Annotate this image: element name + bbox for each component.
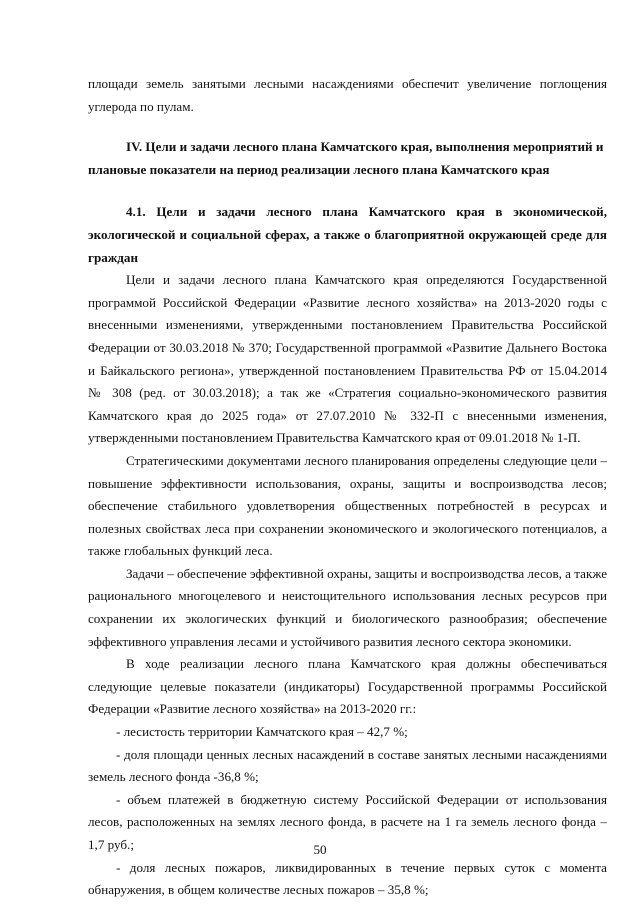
indicator-item-fires-extinguished: - доля лесных пожаров, ликвидированных в течение первых суток с момента обнаружения, в общем количестве лесных пожаров – 35,8 %; [88,859,607,898]
body-paragraph-tasks: Задачи – обеспечение эффективной охраны, защиты и воспроизводства лесов, а также рационального многоцелевого и неистощительного использования лесных ресурсов при сохранении их экологических функций и биологического разнообразия; обеспечение эффективного управления лесами и устойчивого развития лесного сектора экономики. [88,565,607,649]
indicator-item-budget-payments: - объем платежей в бюджетную систему Российской Федерации от использования лесов, расположенных на землях лесного фонда, в расчете на 1 га земель лесного фонда – 1,7 руб.; [88,791,607,852]
indicator-item-forest-cover: - лесистость территории Камчатского края – 42,7 %; [116,724,408,740]
lead-paragraph: площади земель занятыми лесными насаждениями обеспечит увеличение поглощения углерода по пулам. [88,76,607,114]
subsection-heading: 4.1. Цели и задачи лесного плана Камчатского края в экономической, экологической и социальной сферах, а также о благоприятной окружающей среде для граждан [88,204,607,265]
body-paragraph-indicators-intro: В ходе реализации лесного плана Камчатского края должны обеспечиваться следующие целевые показатели (индикаторы) Государственной программы Российской Федерации «Развитие лесного хозяйства» на 2013-2020 гг.: [88,656,607,717]
document-body [88,73,607,902]
section-heading: IV. Цели и задачи лесного плана Камчатского края, выполнения мероприятий и плановые показатели на период реализации лесного плана Камчатского края [88,139,604,177]
body-paragraph-goals-sources: Цели и задачи лесного плана Камчатского края определяются Государственной программой Российской Федерации «Развитие лесного хозяйства» на 2013-2020 годы с внесенными изменениями, утвержденными постановлением Правительства Российской Федерации от 30.03.2018 № 370; Государственной программой «Развитие Дальнего Востока и Байкальского региона», утвержденной постановлением Правительства РФ от 15.04.2014 № 308 (ред. от 30.03.2018); а так же «Стратегия социально-экономического развития Камчатского края до 2025 года» от 27.07.2010 № 332-П с внесенными изменения, утвержденными постановлением Правительства Камчатского края от 09.01.2018 № 1-П. [88,272,607,446]
page-number: 50 [313,842,327,857]
indicator-item-valuable-stands: - доля площади ценных лесных насаждений в составе занятых лесными насаждениями земель лесного фонда -36,8 %; [88,746,607,785]
body-paragraph-strategic-goals: Стратегическими документами лесного планирования определены следующие цели – повышение эффективности использования, охраны, защиты и воспроизводства лесов; обеспечение стабильного удовлетворения общественных потребностей в ресурсах и полезных свойствах леса при сохранении экономического и экологического потенциалов, а также глобальных функций леса. [88,452,607,559]
